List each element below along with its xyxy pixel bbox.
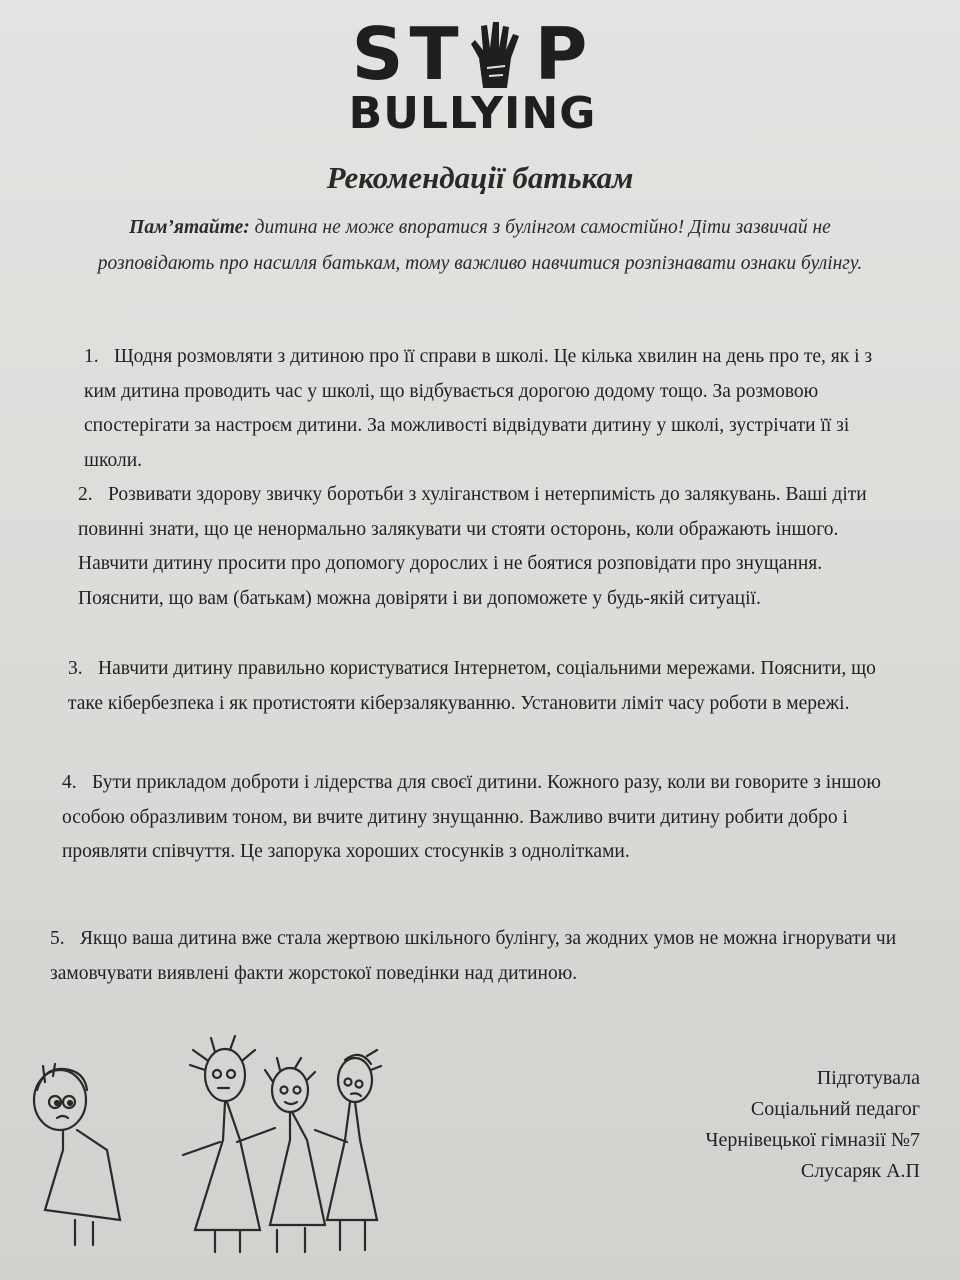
intro-text: дитина не може впоратися з булінгом самостійно! Діти зазвичай не розповідають про насилля батькам, тому важливо навчитися розпізнавати ознаки булінгу. (97, 217, 863, 274)
list-item (62, 766, 896, 870)
stick-figures-illustration (15, 1030, 395, 1260)
group-children-icon (183, 1036, 381, 1252)
sad-child-icon (34, 1064, 120, 1245)
hand-icon (465, 18, 535, 90)
item-text: Якщо ваша дитина вже стала жертвою шкільного булінгу, за жодних умов не можна ігнорувати чи замовчувати виявлені факти жорстокої поведінки над дитиною. (50, 928, 897, 984)
item-text: Розвивати здорову звичку боротьби з хуліганством і нетерпимість до залякувань. Ваші діти повинні знати, що це ненормально залякувати чи стояти осторонь, коли ображають іншого. Навчити дитину просити про допомогу дорослих і не боятися розповідати про знущання. Пояснити, що вам (батькам) можна довіряти і ви допоможете у будь-якій ситуації. (78, 484, 867, 609)
intro-lead: Пам’ятайте: (129, 217, 250, 238)
signature-line: Чернівецької гімназії №7 (705, 1129, 920, 1151)
signature-block (705, 1063, 920, 1187)
item-text: Щодня розмовляти з дитиною про її справи в школі. Це кілька хвилин на день про те, як і з ким дитина проводить час у школі, що відбувається дорогою додому тощо. За розмовою спостерігати за настроєм дитини. За можливості відвідувати дитину у школі, зустрічати її зі школи. (84, 346, 873, 471)
signature-line: Соціальний педагог (750, 1098, 920, 1120)
list-item (84, 340, 884, 478)
logo-bullying-word: BULLYING (348, 88, 597, 139)
item-number: 5. (50, 928, 65, 949)
item-text: Навчити дитину правильно користуватися Інтернетом, соціальними мережами. Пояснити, що таке кібербезпека і як протистояти кіберзалякуванню. Установити ліміт часу роботи в мережі. (68, 658, 876, 714)
signature-line: Слусаряк А.П (800, 1160, 920, 1182)
item-number: 3. (68, 658, 83, 679)
logo-stop-word: ST P (351, 12, 594, 96)
list-item (78, 478, 890, 616)
stop-bullying-logo (300, 12, 645, 143)
list-item (50, 922, 902, 991)
item-number: 1. (84, 346, 99, 367)
page-title: Рекомендації батькам (326, 160, 634, 195)
item-number: 2. (78, 484, 93, 505)
signature-line: Підготувала (816, 1067, 920, 1089)
item-text: Бути прикладом доброти і лідерства для своєї дитини. Кожного разу, коли ви говорите з іншою особою образливим тоном, ви вчите дитину знущанню. Важливо вчити дитину робити добро і проявляти співчуття. Це запорука хороших стосунків з однолітками. (62, 772, 881, 862)
intro-paragraph (70, 210, 890, 282)
list-item (68, 652, 888, 721)
item-number: 4. (62, 772, 77, 793)
